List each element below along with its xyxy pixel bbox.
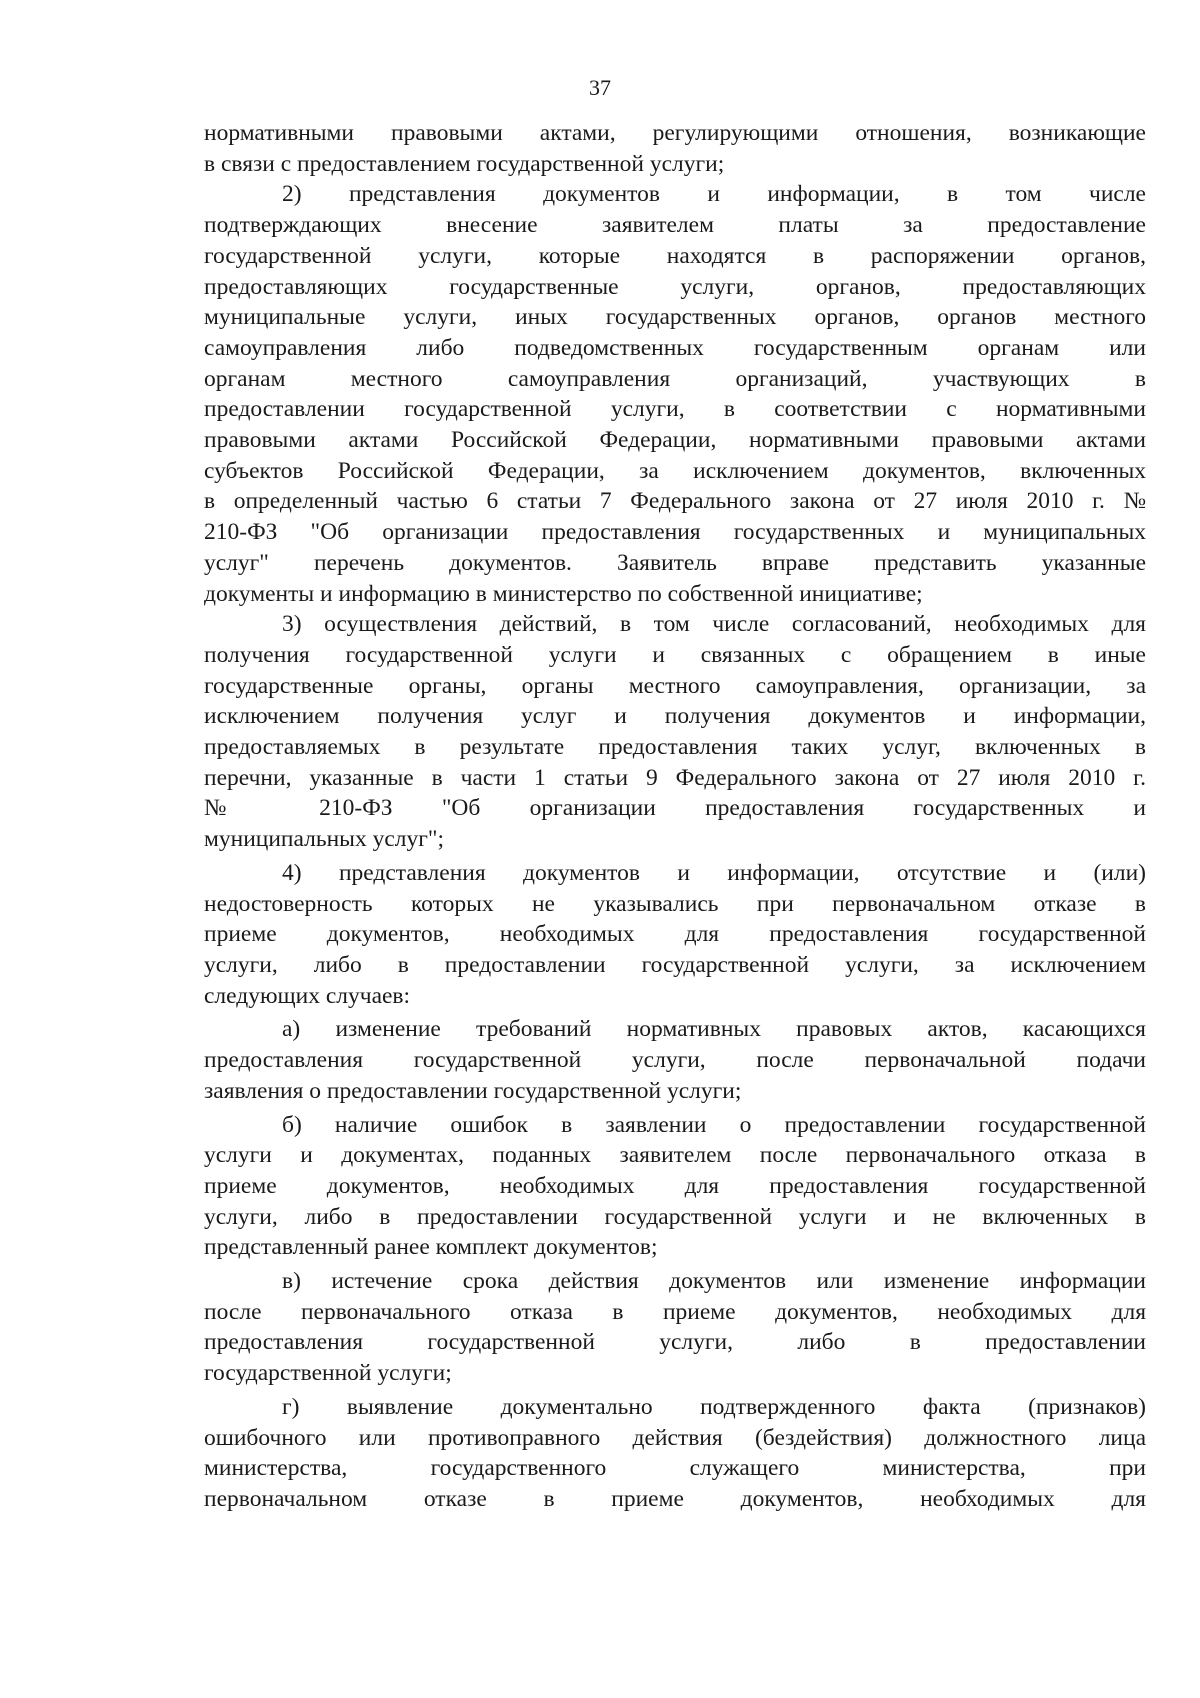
text-line: предоставляющих государственные услуги, органов, предоставляющих: [204, 273, 1146, 300]
text-line: предоставлении государственной услуги, в соответствии с нормативными: [204, 396, 1146, 423]
text-line: № 210-ФЗ "Об организации предоставления государственных и: [204, 795, 1146, 822]
text-line: перечни, указанные в части 1 статьи 9 Федерального закона от 27 июля 2010 г.: [204, 764, 1146, 791]
text-line: 3) осуществления действий, в том числе согласований, необходимых для: [282, 611, 1146, 638]
text-line: предоставляемых в результате предоставления таких услуг, включенных в: [204, 734, 1146, 761]
text-line: а) изменение требований нормативных правовых актов, касающихся: [282, 1016, 1146, 1043]
text-line: министерства, государственного служащего министерства, при: [204, 1455, 1146, 1482]
text-line: услуг" перечень документов. Заявитель вправе представить указанные: [204, 549, 1146, 576]
text-line: государственной услуги, которые находятся в распоряжении органов,: [204, 242, 1146, 269]
text-line: получения государственной услуги и связанных с обращением в иные: [204, 641, 1146, 668]
text-line: в определенный частью 6 статьи 7 Федерального закона от 27 июля 2010 г. №: [204, 488, 1146, 515]
paragraph: [204, 1110, 1146, 1264]
text-line: правовыми актами Российской Федерации, нормативными правовыми актами: [204, 427, 1146, 454]
text-line: муниципальных услуг";: [204, 826, 444, 853]
page-number: 37: [589, 75, 611, 100]
text-line: документы и информацию в министерство по собственной инициативе;: [204, 580, 923, 607]
text-line: услуги, либо в предоставлении государственной услуги, за исключением: [204, 951, 1146, 978]
text-line: предоставления государственной услуги, после первоначальной подачи: [204, 1047, 1146, 1074]
text-line: услуги и документах, поданных заявителем после первоначального отказа в: [204, 1142, 1146, 1169]
text-line: субъектов Российской Федерации, за исключением документов, включенных: [204, 457, 1146, 484]
text-line: услуги, либо в предоставлении государственной услуги и не включенных в: [204, 1203, 1146, 1230]
paragraph: [204, 609, 1146, 855]
text-line: самоуправления либо подведомственных государственным органам или: [204, 334, 1146, 361]
text-line: подтверждающих внесение заявителем платы за предоставление: [204, 212, 1146, 239]
text-line: 210-ФЗ "Об организации предоставления государственных и муниципальных: [204, 519, 1146, 546]
paragraph: [204, 1014, 1146, 1106]
text-line: представленный ранее комплект документов;: [204, 1234, 658, 1261]
text-line: предоставления государственной услуги, либо в предоставлении: [204, 1329, 1146, 1356]
paragraph: [204, 1266, 1146, 1389]
paragraph: [204, 118, 1146, 179]
text-line: следующих случаев:: [204, 982, 411, 1009]
text-line: б) наличие ошибок в заявлении о предоставлении государственной: [282, 1111, 1146, 1138]
text-line: в) истечение срока действия документов или изменение информации: [282, 1268, 1146, 1295]
text-line: ошибочного или противоправного действия (бездействия) должностного лица: [204, 1424, 1146, 1451]
text-line: недостоверность которых не указывались при первоначальном отказе в: [204, 890, 1146, 917]
text-line: приеме документов, необходимых для предоставления государственной: [204, 921, 1146, 948]
document-body: [204, 118, 1146, 1515]
paragraph: [204, 179, 1146, 609]
paragraph: [204, 858, 1146, 1012]
paragraph: [204, 1392, 1146, 1515]
text-line: муниципальные услуги, иных государственных органов, органов местного: [204, 304, 1146, 331]
text-line: исключением получения услуг и получения документов и информации,: [204, 703, 1146, 730]
text-line: первоначальном отказе в приеме документов, необходимых для: [204, 1485, 1146, 1512]
text-line: приеме документов, необходимых для предоставления государственной: [204, 1172, 1146, 1199]
text-line: в связи с предоставлением государственной услуги;: [204, 150, 725, 177]
text-line: г) выявление документально подтвержденного факта (признаков): [282, 1393, 1146, 1420]
text-line: государственные органы, органы местного самоуправления, организации, за: [204, 672, 1146, 699]
text-line: после первоначального отказа в приеме документов, необходимых для: [204, 1298, 1146, 1325]
text-line: 4) представления документов и информации, отсутствие и (или): [282, 859, 1146, 886]
text-line: 2) представления документов и информации, в том числе: [282, 181, 1146, 208]
text-line: государственной услуги;: [204, 1360, 452, 1387]
text-line: нормативными правовыми актами, регулирующими отношения, возникающие: [204, 120, 1146, 146]
text-line: заявления о предоставлении государственной услуги;: [204, 1077, 742, 1104]
text-line: органам местного самоуправления организаций, участвующих в: [204, 365, 1146, 392]
